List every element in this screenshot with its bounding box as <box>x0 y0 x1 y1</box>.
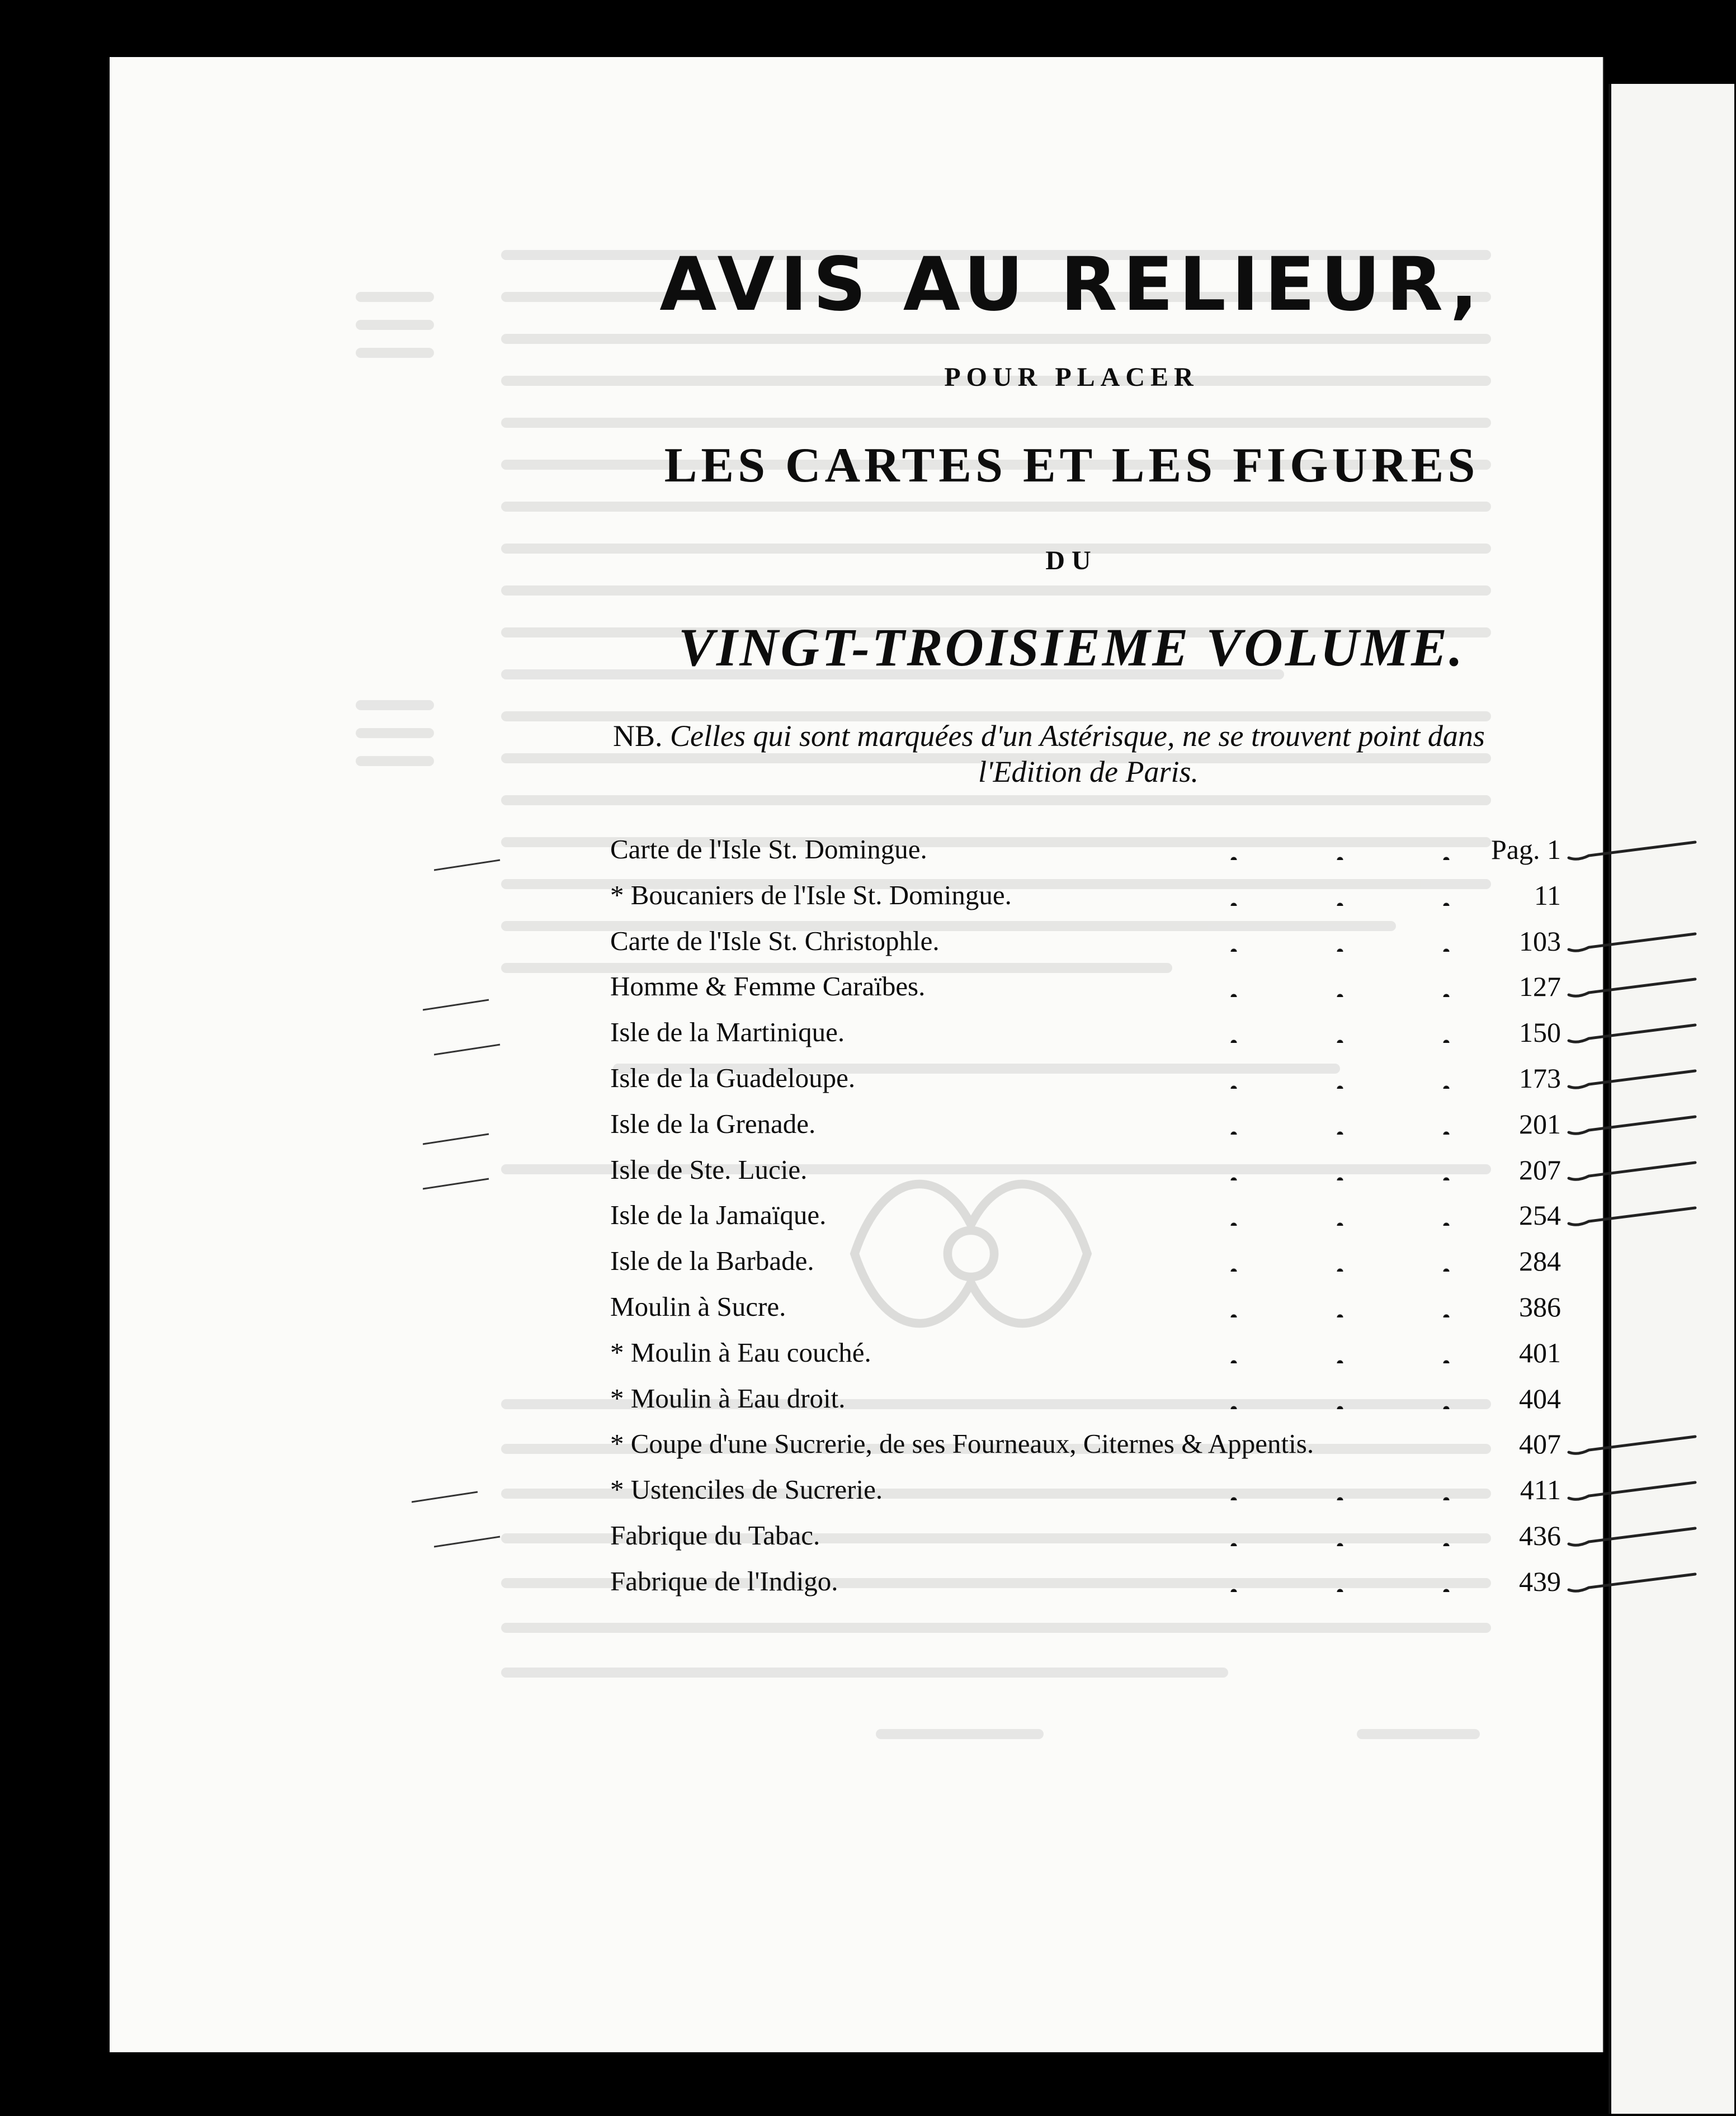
asterisk-note <box>613 718 1564 790</box>
pen-mark-icon <box>423 1131 490 1147</box>
leader-dots <box>1181 1080 1455 1091</box>
page-number: 439 <box>1519 1565 1561 1597</box>
list-item <box>610 1423 1561 1469</box>
list-item <box>610 1240 1561 1286</box>
leader-dots <box>1181 1126 1455 1137</box>
check-mark-icon <box>1567 1480 1701 1503</box>
leader-dots <box>1181 851 1455 862</box>
entry-label: Isle de la Martinique. <box>610 1017 845 1048</box>
entry-label: Isle de Ste. Lucie. <box>610 1154 808 1185</box>
list-item <box>610 875 1561 920</box>
page-number: 411 <box>1520 1474 1561 1506</box>
entry-page-number <box>1455 879 1561 911</box>
leader-dots <box>1181 1354 1455 1366</box>
check-mark-icon <box>1567 1572 1701 1594</box>
check-mark-icon <box>1567 1434 1701 1457</box>
pen-mark-icon <box>434 1041 501 1058</box>
list-item <box>610 1378 1561 1424</box>
page-number: 401 <box>1519 1336 1561 1368</box>
entry-label: * Moulin à Eau couché. <box>610 1336 871 1368</box>
pen-mark-icon <box>434 857 501 873</box>
entry-page-number <box>1455 1291 1561 1323</box>
check-mark-icon <box>1567 1023 1701 1045</box>
page-number: 1 <box>1547 834 1561 865</box>
entry-page-number <box>1455 1062 1561 1094</box>
document-page <box>110 57 1604 2052</box>
entry-page-number <box>1455 1245 1561 1277</box>
entry-label: Isle de la Grenade. <box>610 1108 816 1139</box>
entry-label: * Coupe d'une Sucrerie, de ses Fourneaux, Citernes & Appentis. <box>610 1428 1314 1460</box>
entry-label: Fabrique du Tabac. <box>610 1519 820 1551</box>
entry-label: Moulin à Sucre. <box>610 1291 786 1322</box>
page-number: 407 <box>1519 1428 1561 1460</box>
check-mark-icon <box>1567 840 1701 862</box>
check-mark-icon <box>1567 1160 1701 1183</box>
list-item <box>610 1469 1561 1515</box>
entry-label: * Boucaniers de l'Isle St. Domingue. <box>610 879 1012 910</box>
check-mark-icon <box>1567 932 1701 954</box>
entry-label: * Moulin à Eau droit. <box>610 1382 846 1414</box>
subtitle: POUR PLACER <box>944 362 1199 392</box>
list-item <box>610 966 1561 1012</box>
note-text-line2: l'Edition de Paris. <box>978 755 1199 788</box>
leader-dots <box>1181 1537 1455 1548</box>
page-number: 436 <box>1519 1519 1561 1551</box>
leader-dots <box>1181 1217 1455 1228</box>
leader-dots <box>1181 988 1455 999</box>
entry-label: * Ustenciles de Sucrerie. <box>610 1474 883 1505</box>
leader-dots <box>1181 1263 1455 1274</box>
entry-label: Isle de la Barbade. <box>610 1245 814 1277</box>
page-number: 103 <box>1519 925 1561 957</box>
page-number: 386 <box>1519 1291 1561 1322</box>
page-number: 201 <box>1519 1108 1561 1140</box>
entry-page-number <box>1455 1016 1561 1048</box>
note-text-line1: Celles qui sont marquées d'un Astérisque, ne se trouvent point dans <box>670 719 1485 753</box>
page-number: 127 <box>1519 971 1561 1003</box>
page-label: Pag. <box>1491 834 1540 865</box>
pen-mark-icon <box>434 1533 501 1550</box>
entry-page-number <box>1455 1519 1561 1552</box>
entry-label: Homme & Femme Caraïbes. <box>610 971 926 1002</box>
entry-page-number <box>1455 1336 1561 1369</box>
list-item <box>610 829 1561 875</box>
leader-dots <box>1181 1309 1455 1320</box>
leader-dots <box>1181 1400 1455 1411</box>
entry-page-number <box>1455 925 1561 957</box>
section-title: LES CARTES ET LES FIGURES <box>664 438 1479 493</box>
pen-mark-icon <box>423 1175 490 1192</box>
leader-dots <box>1181 897 1455 908</box>
check-mark-icon <box>1567 1526 1701 1548</box>
check-mark-icon <box>1567 1069 1701 1091</box>
entry-page-number <box>1455 1108 1561 1140</box>
entry-page-number <box>1455 1473 1561 1506</box>
page-number: 173 <box>1519 1062 1561 1094</box>
list-item <box>610 1057 1561 1103</box>
entry-label: Carte de l'Isle St. Christophle. <box>610 925 940 956</box>
plate-list <box>610 829 1561 1607</box>
list-item <box>610 920 1561 966</box>
check-mark-icon <box>1567 1114 1701 1137</box>
page-number: 254 <box>1519 1199 1561 1231</box>
leader-dots <box>1181 1583 1455 1594</box>
pen-mark-icon <box>412 1489 479 1505</box>
leader-dots <box>1181 943 1455 954</box>
page-title: AVIS AU RELIEUR, <box>659 242 1484 328</box>
list-item <box>610 1103 1561 1149</box>
page-number: 404 <box>1519 1382 1561 1414</box>
entry-page-number <box>1455 970 1561 1003</box>
list-item <box>610 1286 1561 1332</box>
list-item <box>610 1332 1561 1378</box>
page-number: 284 <box>1519 1245 1561 1277</box>
leader-dots <box>1181 1172 1455 1183</box>
note-label: NB. <box>613 719 663 753</box>
entry-label: Carte de l'Isle St. Domingue. <box>610 834 927 865</box>
entry-page-number <box>1455 1428 1561 1460</box>
page-number: 150 <box>1519 1017 1561 1048</box>
list-item <box>610 1194 1561 1240</box>
pen-mark-icon <box>423 996 490 1013</box>
adjacent-page-edge <box>1608 84 1734 2114</box>
connector-label: DU <box>1045 546 1098 575</box>
page-number: 207 <box>1519 1154 1561 1185</box>
leader-dots <box>1181 1034 1455 1045</box>
entry-page-number <box>1455 1154 1561 1186</box>
check-mark-icon <box>1567 977 1701 999</box>
check-mark-icon <box>1567 1206 1701 1228</box>
list-item <box>610 1149 1561 1195</box>
leader-dots <box>1181 1491 1455 1503</box>
entry-label: Isle de la Guadeloupe. <box>610 1062 856 1093</box>
page-number: 11 <box>1534 879 1561 911</box>
entry-page-number <box>1455 833 1561 866</box>
entry-page-number <box>1455 1199 1561 1231</box>
entry-label: Isle de la Jamaïque. <box>610 1199 827 1231</box>
volume-title: VINGT-TROISIEME VOLUME. <box>678 617 1465 677</box>
entry-page-number <box>1455 1565 1561 1598</box>
entry-page-number <box>1455 1382 1561 1415</box>
list-item <box>610 1012 1561 1057</box>
entry-label: Fabrique de l'Indigo. <box>610 1565 838 1597</box>
list-item <box>610 1561 1561 1607</box>
list-item <box>610 1515 1561 1561</box>
